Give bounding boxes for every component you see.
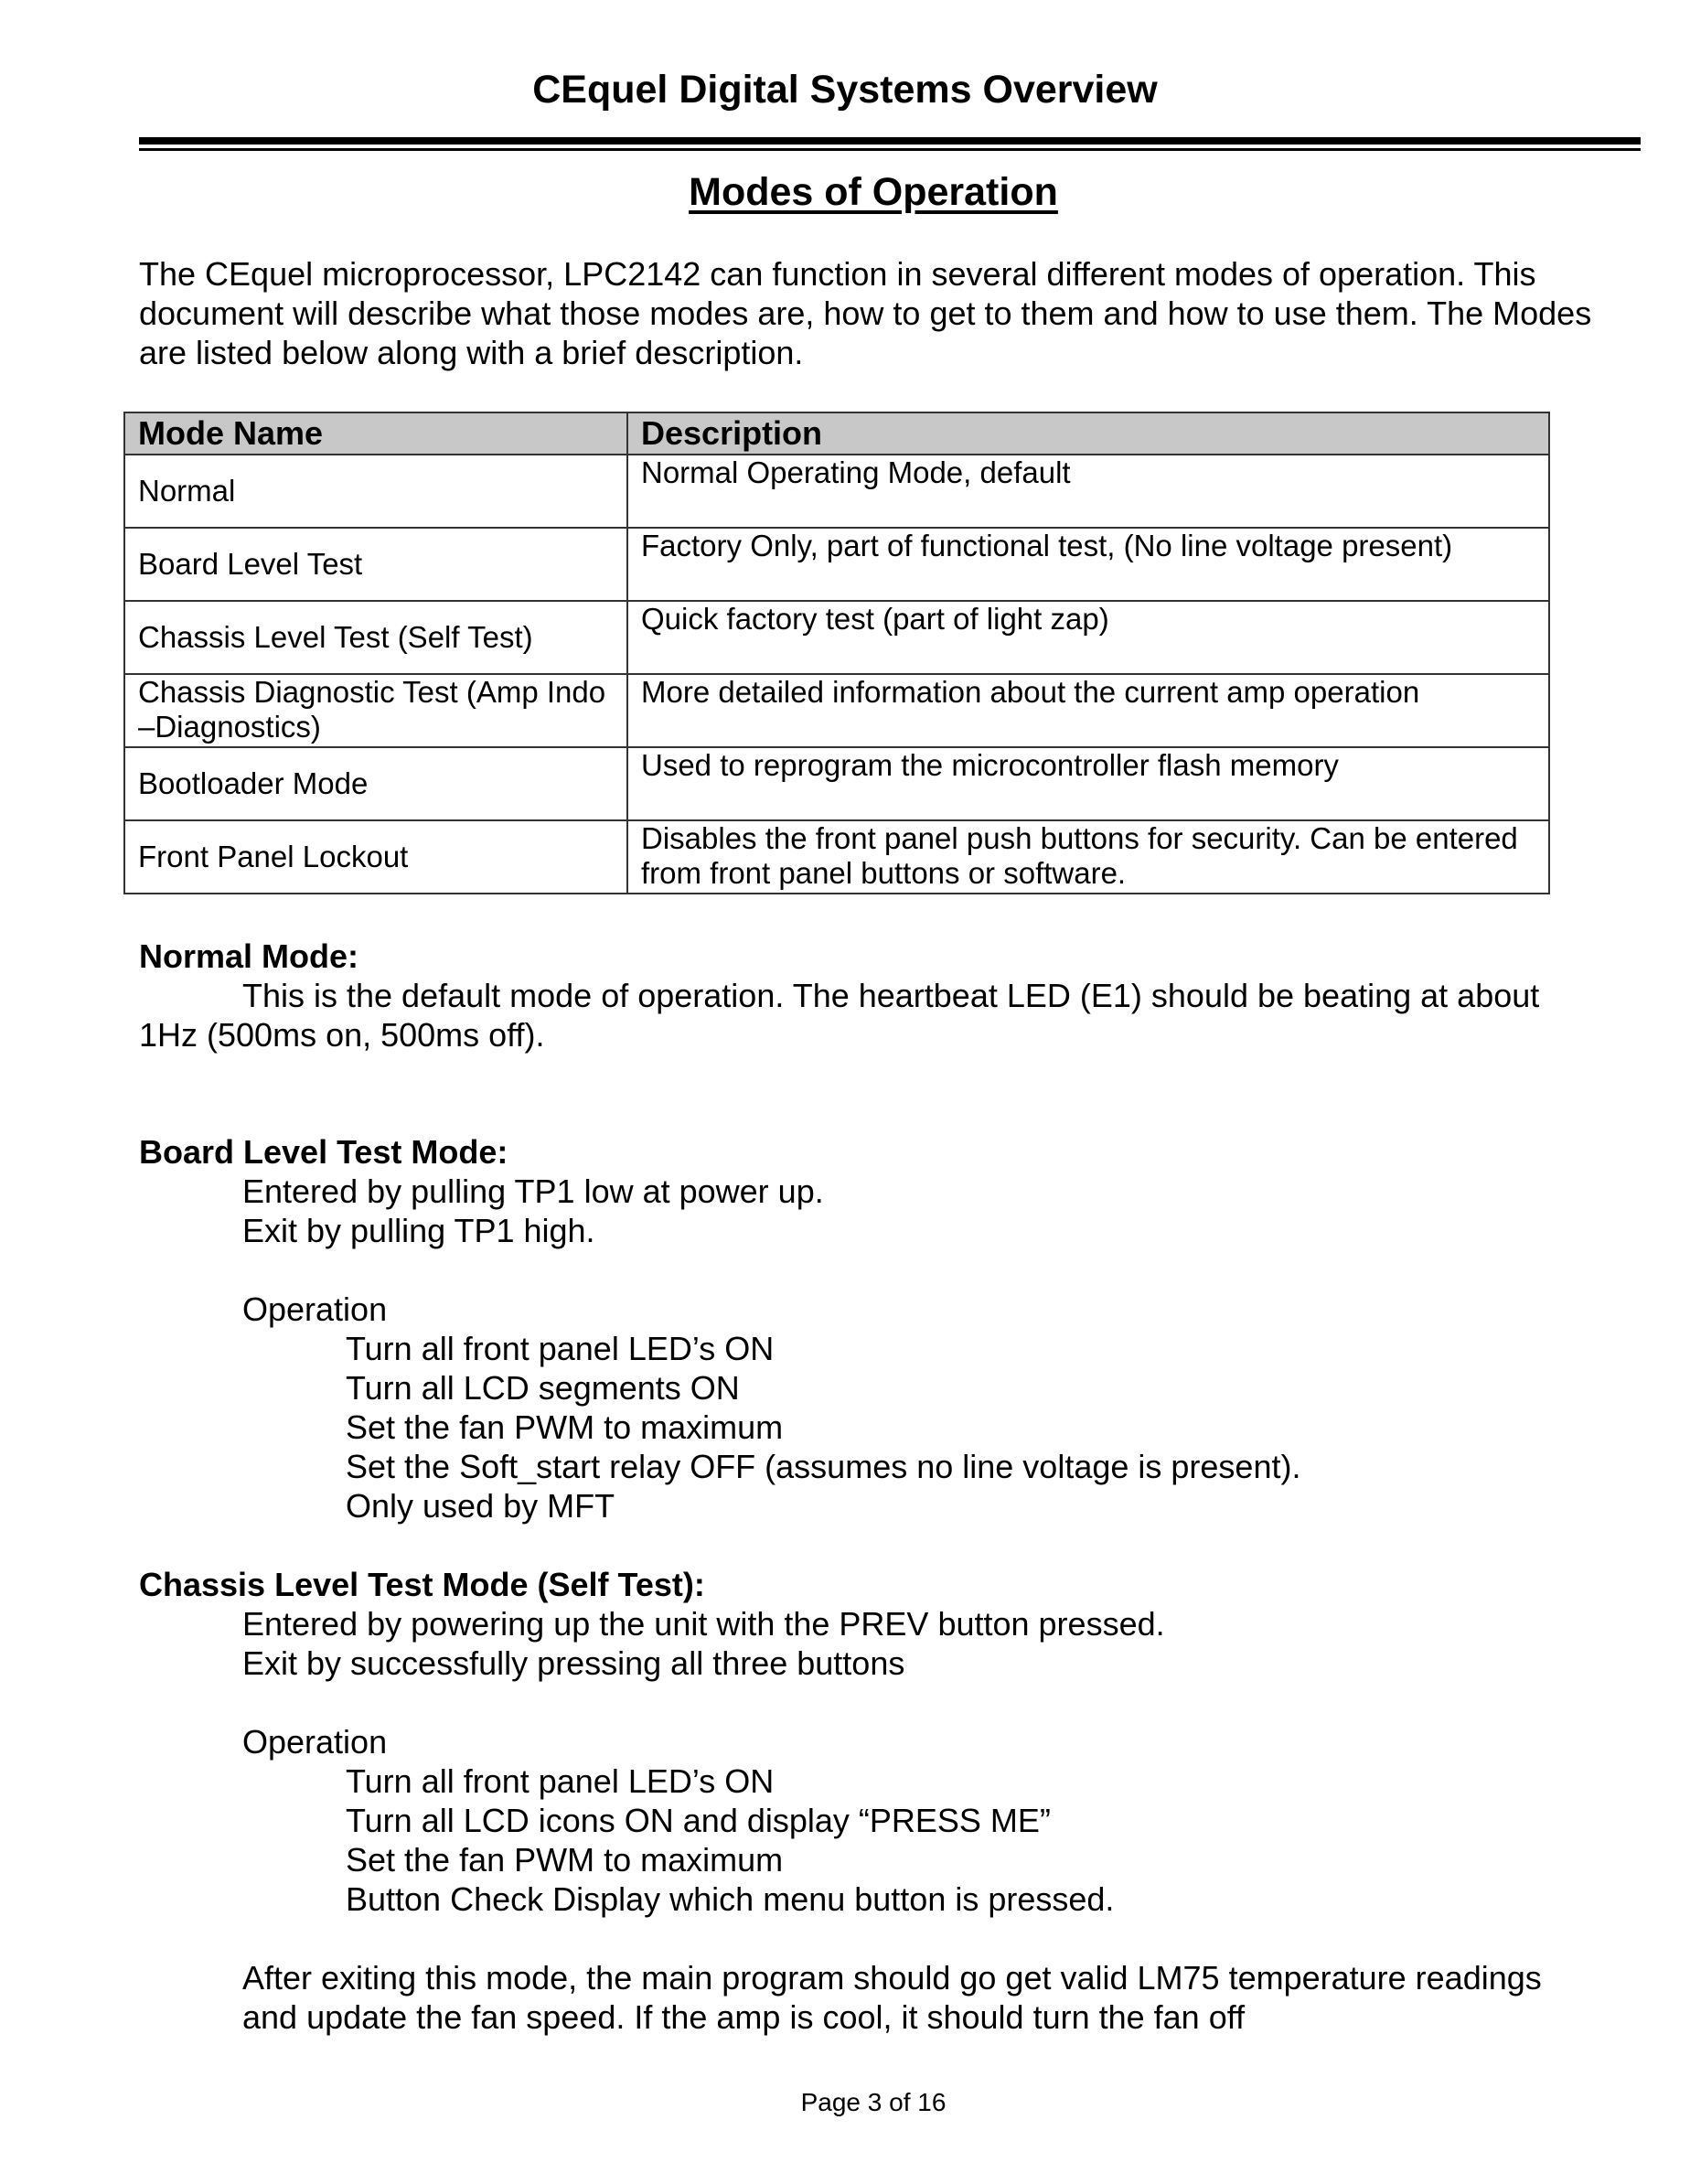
- document-header-title: CEquel Digital Systems Overview: [532, 68, 1158, 112]
- chassis-level-after-line-1: After exiting this mode, the main program should go get valid LM75 temperature readings: [242, 1959, 1542, 1997]
- header-rule-thick: [139, 137, 1641, 145]
- mode-name-cell: Chassis Diagnostic Test (Amp Indo –Diagnostics): [124, 674, 627, 747]
- mode-name-cell: Chassis Level Test (Self Test): [124, 601, 627, 674]
- normal-mode-text-line-2: 1Hz (500ms on, 500ms off).: [139, 1016, 545, 1054]
- board-level-section: [139, 1132, 1648, 1526]
- board-level-operation-label: Operation: [242, 1290, 388, 1328]
- normal-mode-text-line-1: This is the default mode of operation. The heartbeat LED (E1) should be beating at about: [242, 977, 1540, 1014]
- list-item: Turn all front panel LED’s ON: [346, 1330, 775, 1367]
- mode-description-cell: More detailed information about the current amp operation: [627, 674, 1549, 747]
- list-item: Set the Soft_start relay OFF (assumes no line voltage is present).: [346, 1448, 1301, 1485]
- column-header-mode-name: Mode Name: [124, 412, 627, 455]
- table-row: [124, 455, 1549, 528]
- section-title: Modes of Operation: [689, 170, 1058, 214]
- mode-name-cell: Front Panel Lockout: [124, 820, 627, 894]
- table-row: [124, 528, 1549, 601]
- page-number: Page 3 of 16: [800, 2088, 947, 2116]
- modes-table: [123, 412, 1550, 894]
- normal-mode-section: [139, 937, 1648, 1055]
- list-item: Turn all LCD segments ON: [346, 1369, 740, 1407]
- mode-name-cell: Board Level Test: [124, 528, 627, 601]
- mode-name-cell: Normal: [124, 455, 627, 528]
- list-item: Set the fan PWM to maximum: [346, 1841, 784, 1879]
- list-item: Turn all LCD icons ON and display “PRESS ME”: [346, 1802, 1051, 1839]
- mode-description-cell: Disables the front panel push buttons for security. Can be entered from front panel buttons or software.: [627, 820, 1549, 894]
- list-item: Button Check Display which menu button is pressed.: [346, 1880, 1115, 1918]
- mode-description-cell: Normal Operating Mode, default: [627, 455, 1549, 528]
- mode-description-cell: Quick factory test (part of light zap): [627, 601, 1549, 674]
- table-row: [124, 820, 1549, 894]
- mode-description-cell: Used to reprogram the microcontroller flash memory: [627, 747, 1549, 820]
- list-item: Set the fan PWM to maximum: [346, 1408, 784, 1446]
- board-level-heading: Board Level Test Mode:: [139, 1133, 508, 1171]
- mode-description-cell: Factory Only, part of functional test, (No line voltage present): [627, 528, 1549, 601]
- header-rule-thin: [139, 148, 1641, 151]
- table-row: [124, 747, 1549, 820]
- board-level-entry: Entered by pulling TP1 low at power up.: [242, 1172, 824, 1210]
- table-header-row: [124, 412, 1549, 455]
- list-item: Turn all front panel LED’s ON: [346, 1762, 775, 1800]
- normal-mode-heading: Normal Mode:: [139, 937, 359, 975]
- column-header-description: Description: [627, 412, 1549, 455]
- table-row: [124, 674, 1549, 747]
- board-level-exit: Exit by pulling TP1 high.: [242, 1212, 595, 1249]
- chassis-level-after-line-2: and update the fan speed. If the amp is cool, it should turn the fan off: [242, 1998, 1246, 2036]
- list-item: Only used by MFT: [346, 1487, 615, 1525]
- intro-paragraph: The CEquel microprocessor, LPC2142 can function in several different modes of operation. This document will describe what those modes are, how to get to them and how to use them. The Modes are listed below along with a brief description.: [139, 255, 1592, 371]
- chassis-level-entry: Entered by powering up the unit with the PREV button pressed.: [242, 1605, 1165, 1643]
- chassis-level-section: [139, 1565, 1648, 2037]
- table-row: [124, 601, 1549, 674]
- chassis-level-operation-label: Operation: [242, 1723, 388, 1761]
- mode-name-cell: Bootloader Mode: [124, 747, 627, 820]
- chassis-level-heading: Chassis Level Test Mode (Self Test):: [139, 1566, 705, 1603]
- chassis-level-exit: Exit by successfully pressing all three buttons: [242, 1644, 905, 1682]
